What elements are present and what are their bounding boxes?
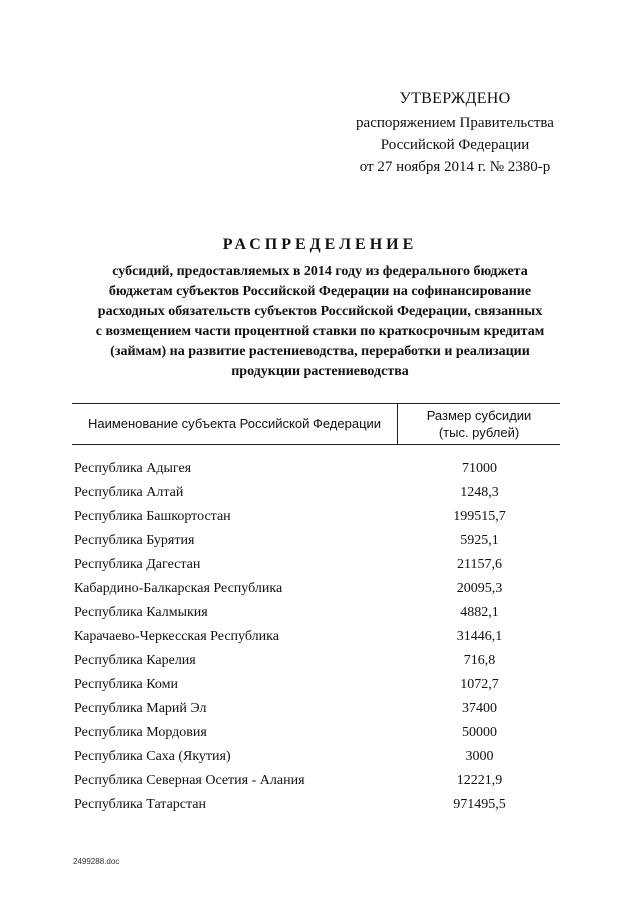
region-name: Республика Карелия bbox=[74, 653, 196, 668]
approval-heading: УТВЕРЖДЕНО bbox=[399, 90, 511, 107]
table-row bbox=[72, 721, 560, 745]
column-header-name: Наименование субъекта Российской Федерации bbox=[72, 404, 398, 444]
approval-line-2: Российской Федерации bbox=[380, 137, 530, 153]
subsidy-amount: 1072,7 bbox=[460, 677, 499, 692]
subsidy-amount: 4882,1 bbox=[460, 605, 499, 620]
table-row bbox=[72, 601, 560, 625]
document-subtitle bbox=[72, 262, 568, 382]
subsidy-amount: 5925,1 bbox=[460, 533, 499, 548]
approval-line-1: распоряжением Правительства bbox=[356, 115, 554, 131]
subsidy-amount: 31446,1 bbox=[456, 629, 503, 644]
approval-stamp bbox=[340, 88, 570, 178]
table-row bbox=[72, 481, 560, 505]
document-title: РАСПРЕДЕЛЕНИЕ bbox=[222, 236, 418, 253]
region-name: Республика Коми bbox=[74, 677, 178, 692]
region-name: Республика Дагестан bbox=[74, 557, 201, 572]
subsidy-amount: 3000 bbox=[465, 749, 494, 764]
region-name: Республика Адыгея bbox=[74, 461, 192, 476]
region-name: Республика Мордовия bbox=[74, 725, 207, 740]
column-header-amount-line2: (тыс. рублей) bbox=[438, 425, 520, 440]
table-row bbox=[72, 673, 560, 697]
region-name: Республика Саха (Якутия) bbox=[74, 749, 231, 764]
subsidy-amount: 71000 bbox=[462, 461, 497, 476]
region-name: Республика Башкортостан bbox=[74, 509, 231, 524]
subsidy-amount: 1248,3 bbox=[460, 485, 499, 500]
subtitle-line: бюджетам субъектов Российской Федерации на софинансирование bbox=[108, 284, 532, 299]
region-name: Республика Марий Эл bbox=[74, 701, 207, 716]
subtitle-line: продукции растениеводства bbox=[231, 364, 409, 379]
region-name: Республика Бурятия bbox=[74, 533, 195, 548]
table-row bbox=[72, 505, 560, 529]
table-row bbox=[72, 745, 560, 769]
region-name: Карачаево-Черкесская Республика bbox=[74, 629, 279, 644]
subsidy-amount: 971495,5 bbox=[453, 797, 506, 812]
subsidy-amount: 50000 bbox=[462, 725, 497, 740]
subsidy-amount: 37400 bbox=[462, 701, 497, 716]
table-row bbox=[72, 577, 560, 601]
region-name: Кабардино-Балкарская Республика bbox=[74, 581, 283, 596]
subtitle-line: (займам) на развитие растениеводства, переработки и реализации bbox=[110, 344, 530, 359]
subsidy-amount: 20095,3 bbox=[456, 581, 503, 596]
table-row bbox=[72, 529, 560, 553]
approval-line-3: от 27 ноября 2014 г. № 2380-р bbox=[359, 159, 551, 175]
subsidy-amount: 21157,6 bbox=[457, 557, 502, 572]
subsidy-amount: 199515,7 bbox=[453, 509, 506, 524]
table-row bbox=[72, 793, 560, 817]
table-row bbox=[72, 625, 560, 649]
table-row bbox=[72, 769, 560, 793]
table-row bbox=[72, 457, 560, 481]
region-name: Республика Татарстан bbox=[74, 797, 207, 812]
subtitle-line: субсидий, предоставляемых в 2014 году из федерального бюджета bbox=[112, 264, 528, 279]
file-code: 2499288.doc bbox=[73, 857, 120, 866]
subsidy-table bbox=[72, 403, 560, 817]
region-name: Республика Северная Осетия - Алания bbox=[74, 773, 305, 788]
region-name: Республика Алтай bbox=[74, 485, 184, 500]
table-row bbox=[72, 649, 560, 673]
table-row bbox=[72, 697, 560, 721]
subtitle-line: расходных обязательств субъектов Российской Федерации, связанных bbox=[97, 304, 543, 319]
subsidy-amount: 716,8 bbox=[463, 653, 496, 668]
column-header-amount bbox=[398, 407, 560, 441]
region-name: Республика Калмыкия bbox=[74, 605, 208, 620]
table-body bbox=[72, 457, 560, 817]
subtitle-line: с возмещением части процентной ставки по краткосрочным кредитам bbox=[95, 324, 545, 339]
subsidy-amount: 12221,9 bbox=[456, 773, 503, 788]
column-header-amount-line1: Размер субсидии bbox=[426, 408, 532, 423]
table-header bbox=[72, 403, 560, 445]
table-row bbox=[72, 553, 560, 577]
